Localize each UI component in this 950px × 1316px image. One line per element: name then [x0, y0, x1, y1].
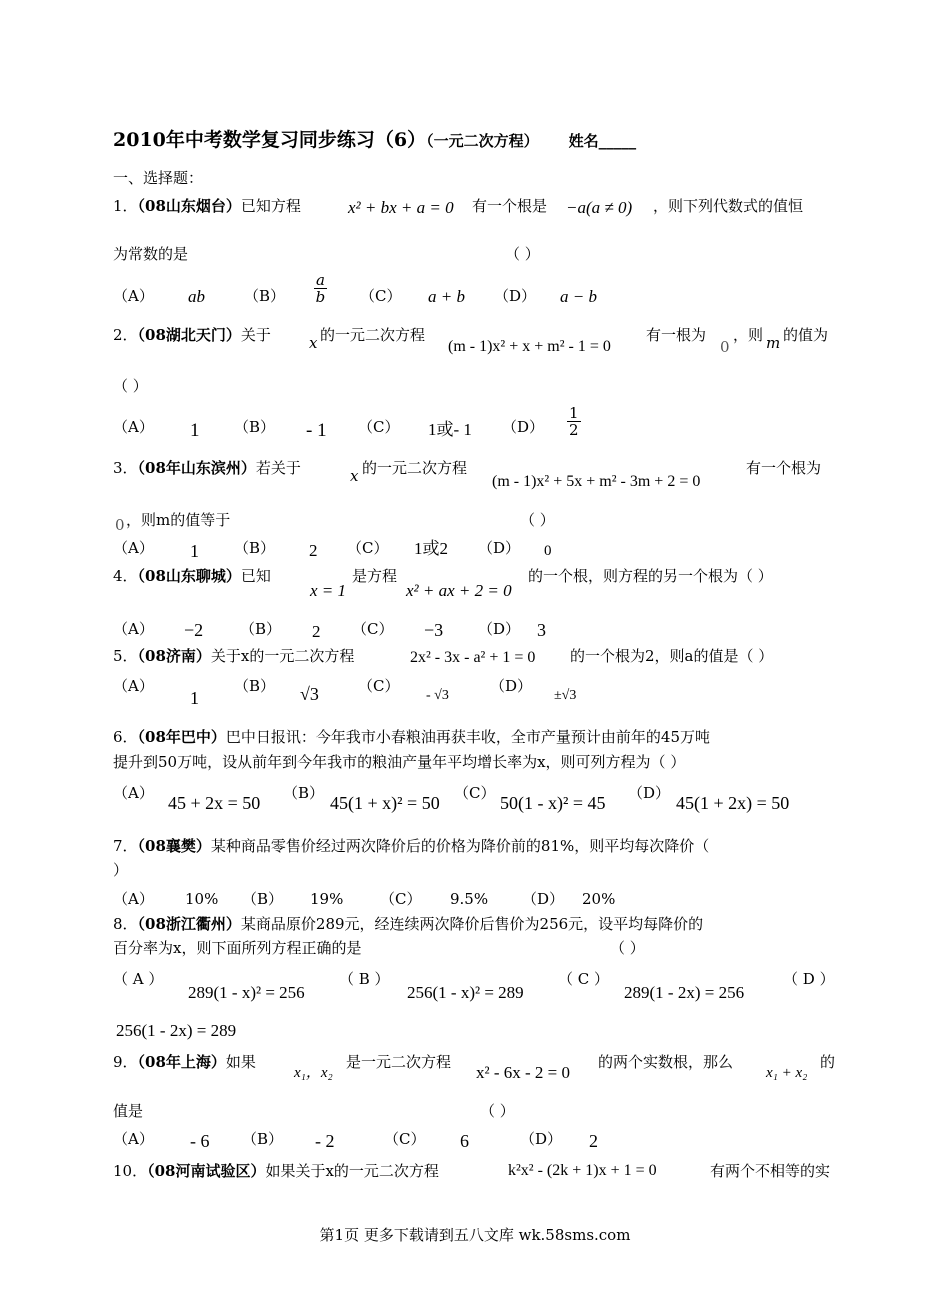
q9-answer-paren: （ ） — [480, 1102, 515, 1120]
q2-option-d-label: （D） — [502, 418, 545, 436]
q6-option-a-value: 45 + 2x = 50 — [168, 793, 261, 813]
q10-equation: k²x² - (2k + 1)x + 1 = 0 — [508, 1162, 657, 1179]
q2-text-e: 的值为 — [783, 326, 829, 344]
q4-option-d-value: 3 — [537, 620, 546, 640]
q7-option-b-value: 19% — [310, 890, 344, 908]
q4-option-b-value: 2 — [312, 622, 321, 641]
q9-option-c-value: 6 — [460, 1131, 469, 1151]
q1-line-2: 为常数的是 — [113, 245, 189, 263]
q9-equation: x² - 6x - 2 = 0 — [476, 1063, 571, 1082]
q5-text-b: 的一个根为2，则a的值是（ ） — [570, 647, 774, 665]
q6-option-d-value: 45(1 + 2x) = 50 — [676, 793, 790, 813]
q9-option-a-value: - 6 — [190, 1131, 210, 1151]
q9-roots: x₁，x₂ — [294, 1065, 333, 1081]
q9-option-d-value: 2 — [589, 1131, 598, 1151]
question-4-line-1: 4．（08山东聊城）已知 — [113, 567, 271, 585]
q8-option-b-value: 256(1 - x)² = 289 — [407, 983, 524, 1002]
title-main: 2010年中考数学复习同步练习（6） — [113, 129, 427, 151]
title-sub: （一元二次方程） — [426, 132, 539, 150]
q1-option-b-label: （B） — [244, 287, 286, 305]
question-5-line-1: 5．（08济南）关于x的一元二次方程 — [113, 647, 355, 665]
page-footer: 第1页 更多下载请到五八文库 wk.58sms.com — [319, 1226, 631, 1244]
q7-option-a-label: （A） — [113, 890, 154, 908]
question-10-line-1: 10．（08河南试验区）如果关于x的一元二次方程 — [113, 1162, 439, 1180]
q1-text-b: 有一个根是 — [472, 197, 548, 215]
q5-option-b-label: （B） — [234, 677, 276, 695]
q2-var-x: x — [309, 334, 318, 352]
q2-var-m: m — [766, 334, 781, 352]
q6-option-c-value: 50(1 - x)² = 45 — [500, 793, 606, 813]
q4-text-c: 的一个根，则方程的另一个根为（ ） — [528, 567, 773, 585]
q1-option-d-label: （D） — [494, 287, 537, 305]
q2-equation: (m - 1)x² + x + m² - 1 = 0 — [448, 338, 611, 355]
q8-option-c-label: （ C ） — [558, 970, 610, 988]
q4-equation: x² + ax + 2 = 0 — [406, 581, 512, 600]
q3-option-d-value: 0 — [544, 543, 552, 559]
q4-option-a-value: −2 — [184, 620, 204, 640]
question-8-line-1: 8．（08浙江衢州）某商品原价289元，经连续两次降价后售价为256元，设平均每降价的 — [113, 915, 704, 933]
q9-text-c: 的两个实数根，那么 — [598, 1053, 734, 1071]
q9-option-c-label: （C） — [384, 1130, 426, 1148]
q3-line-2: ，则m的值等于 — [126, 511, 231, 529]
q4-option-d-label: （D） — [478, 620, 521, 638]
q1-answer-paren: （ ） — [505, 245, 540, 263]
q5-option-c-value: - √3 — [426, 688, 449, 703]
q8-option-a-value: 289(1 - x)² = 256 — [188, 983, 305, 1002]
page-title — [113, 130, 636, 151]
q9-line-2: 值是 — [113, 1102, 144, 1120]
q2-text-d: ，则 — [733, 326, 764, 344]
section-heading: 一、选择题： — [113, 169, 204, 187]
q1-text-c: ，则下列代数式的值恒 — [653, 197, 804, 215]
q1-option-a-label: （A） — [113, 287, 154, 305]
q4-text-b: 是方程 — [352, 567, 398, 585]
q5-option-d-value: ±√3 — [554, 688, 577, 703]
q4-option-b-label: （B） — [240, 620, 282, 638]
q6-option-b-value: 45(1 + x)² = 50 — [330, 793, 440, 813]
q3-text-c: 有一个根为 — [746, 459, 822, 477]
q2-option-c-value: 1或- 1 — [428, 420, 472, 439]
q2-answer-paren: （ ） — [113, 377, 148, 395]
q2-option-c-label: （C） — [358, 418, 400, 436]
q3-text-b: 的一元二次方程 — [362, 459, 468, 477]
q3-option-d-label: （D） — [478, 539, 521, 557]
question-7-line-1: 7．（08襄樊）某种商品零售价经过两次降价后的价格为降价前的81%，则平均每次降价（ — [113, 837, 710, 855]
q8-answer-paren: （ ） — [610, 939, 645, 957]
q2-zero: 0 — [720, 338, 730, 356]
q4-equation-root: x = 1 — [310, 581, 347, 600]
q7-option-d-label: （D） — [522, 890, 565, 908]
question-3-line-1: 3．（08年山东滨州）若关于 — [113, 459, 301, 477]
q2-text-c: 有一根为 — [646, 326, 707, 344]
q6-option-a-label: （A） — [113, 784, 154, 802]
q1-equation: x² + bx + a = 0 — [348, 198, 454, 217]
q3-option-c-value: 1或2 — [414, 539, 448, 558]
q1-option-c-label: （C） — [360, 287, 402, 305]
q9-option-b-label: （B） — [242, 1130, 284, 1148]
q6-option-b-label: （B） — [283, 784, 325, 802]
q2-option-b-label: （B） — [234, 418, 276, 436]
q9-option-a-label: （A） — [113, 1130, 154, 1148]
q5-option-d-label: （D） — [490, 677, 533, 695]
q5-option-c-label: （C） — [358, 677, 400, 695]
q8-line-2: 百分率为x，则下面所列方程正确的是 — [113, 939, 362, 957]
question-6-line-1: 6．（08年巴中）巴中日报讯：今年我市小春粮油再获丰收，全市产量预计由前年的45万吨 — [113, 728, 711, 746]
q4-option-c-label: （C） — [352, 620, 394, 638]
q6-line-2: 提升到50万吨，设从前年到今年我市的粮油产量年平均增长率为x，则可列方程为（ ） — [113, 753, 686, 771]
q8-option-c-value: 289(1 - 2x) = 256 — [624, 983, 745, 1002]
q5-option-a-label: （A） — [113, 677, 154, 695]
q3-option-b-label: （B） — [234, 539, 276, 557]
q2-option-b-value: - 1 — [306, 420, 327, 441]
q3-zero: 0 — [115, 516, 125, 534]
q9-text-d: 的 — [820, 1053, 836, 1071]
q1-root: −a(a ≠ 0) — [566, 198, 633, 217]
q6-option-c-label: （C） — [454, 784, 496, 802]
q9-text-b: 是一元二次方程 — [346, 1053, 452, 1071]
q3-var-x: x — [350, 467, 359, 485]
q7-line-2: ） — [113, 861, 129, 879]
q4-option-c-value: −3 — [424, 620, 444, 640]
q1-option-d-value: a − b — [560, 287, 597, 306]
q6-option-d-label: （D） — [628, 784, 671, 802]
q2-option-a-value: 1 — [190, 420, 200, 441]
q7-option-b-label: （B） — [242, 890, 284, 908]
q7-option-c-label: （C） — [380, 890, 422, 908]
q9-option-b-value: - 2 — [315, 1131, 335, 1151]
q1-option-c-value: a + b — [428, 287, 465, 306]
q9-option-d-label: （D） — [520, 1130, 563, 1148]
q3-option-c-label: （C） — [347, 539, 389, 557]
q8-option-d-label: （ D ） — [783, 970, 835, 988]
q7-option-a-value: 10% — [185, 890, 219, 908]
q5-equation: 2x² - 3x - a² + 1 = 0 — [410, 649, 536, 666]
q1-option-b-fraction: $\frac{a}{b}$ — [315, 271, 326, 306]
question-9-line-1: 9．（08年上海）如果 — [113, 1053, 256, 1071]
q3-answer-paren: （ ） — [520, 511, 555, 529]
q4-option-a-label: （A） — [113, 620, 154, 638]
q2-option-a-label: （A） — [113, 418, 154, 436]
q8-option-b-label: （ B ） — [339, 970, 390, 988]
q8-option-d-value: 256(1 - 2x) = 289 — [116, 1021, 237, 1040]
q10-text-b: 有两个不相等的实 — [710, 1162, 831, 1180]
q5-option-a-value: 1 — [190, 688, 199, 708]
q3-option-a-label: （A） — [113, 539, 154, 557]
question-1-line-1: 1．（08山东烟台）已知方程 — [113, 197, 301, 215]
q8-option-a-label: （ A ） — [113, 970, 164, 988]
q2-text-b: 的一元二次方程 — [320, 326, 426, 344]
q7-option-d-value: 20% — [582, 890, 616, 908]
name-field-label: 姓名_____ — [568, 132, 637, 150]
q1-option-a-value: ab — [188, 287, 205, 306]
q3-equation: (m - 1)x² + 5x + m² - 3m + 2 = 0 — [492, 473, 701, 490]
question-2-line-1: 2．（08湖北天门）关于 — [113, 326, 271, 344]
q5-option-b-value: √3 — [300, 684, 319, 704]
q7-option-c-value: 9.5% — [450, 890, 489, 908]
q2-option-d-fraction: $\frac{1}{2}$ — [569, 404, 579, 439]
q9-sum: x₁ + x₂ — [766, 1065, 808, 1081]
q3-option-a-value: 1 — [190, 541, 199, 561]
q3-option-b-value: 2 — [309, 541, 318, 560]
